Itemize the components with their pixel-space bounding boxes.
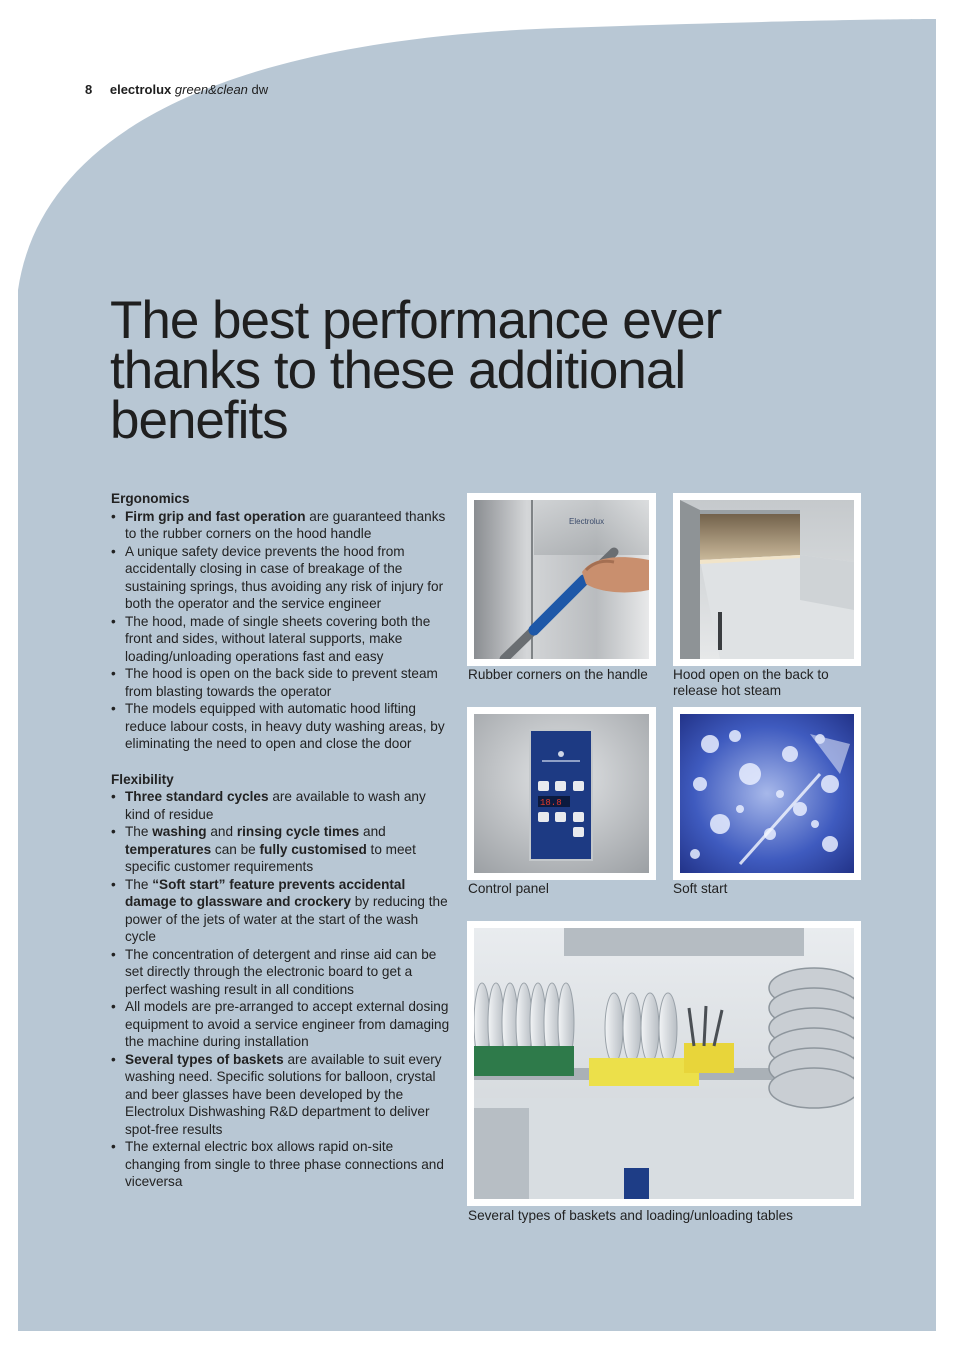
flexibility-list: [111, 788, 451, 1191]
control-panel-photo: [467, 707, 656, 880]
bullet-item: [111, 1138, 451, 1191]
bold-text: Three standard cycles: [125, 789, 269, 804]
soft-start-photo: [673, 707, 861, 880]
caption-line: Hood open on the back to: [673, 667, 829, 682]
bold-text: Firm grip and fast operation: [125, 508, 306, 524]
product-suffix: dw: [251, 82, 269, 97]
text-segment: The concentration of detergent and rinse aid can be set directly through the electronic board to get a perfect washing result in all conditions: [125, 946, 437, 997]
electrolux-logo-text: Electrolux: [569, 517, 605, 526]
ergonomics-list: [111, 508, 451, 753]
handle-photo: [467, 493, 656, 666]
text-segment: The external electric box allows rapid on-site changing from single to three phase connections and viceversa: [125, 1139, 444, 1189]
control-panel-caption: Control panel: [468, 881, 549, 896]
bullet-item: [111, 946, 451, 999]
page-number: 8: [85, 82, 93, 97]
text-segment: and: [359, 824, 386, 839]
caption-line: release hot steam: [673, 683, 782, 698]
bullet-item: [111, 665, 451, 700]
bullet-item: [111, 823, 451, 876]
hood-open-photo: [673, 493, 861, 666]
panel-display-readout: 18.8: [540, 798, 562, 808]
bold-text: “Soft start” feature prevents accidental damage to glassware and crockery: [125, 876, 406, 909]
flexibility-heading: Flexibility: [111, 771, 174, 787]
bullet-item: [111, 700, 451, 753]
text-segment: The hood, made of single sheets covering both the front and sides, without lateral supports, make loading/unloading operations fast and easy: [125, 613, 431, 664]
text-segment: can be: [211, 841, 260, 857]
brand-name: electrolux: [109, 82, 172, 97]
hood-photo-caption: [673, 667, 829, 699]
bold-text: rinsing cycle times: [236, 824, 360, 839]
bold-text: fully customised: [259, 841, 367, 857]
bullet-item: [111, 543, 451, 613]
bullet-item: [111, 788, 451, 823]
text-segment: A unique safety device prevents the hood from accidentally closing in case of breakage of the sustaining springs, thus avoiding any risk of injury for both the operator and the service engineer: [125, 543, 444, 611]
bold-text: Several types of baskets: [125, 1051, 284, 1067]
bullet-item: [111, 1051, 451, 1139]
text-segment: are guaranteed thanks to the rubber corners on the hood handle: [125, 508, 446, 541]
benefits-text-column: [111, 490, 451, 1191]
ergonomics-heading: Ergonomics: [111, 491, 190, 506]
page-header: [85, 82, 268, 97]
text-segment: by reducing the power of the jets of water at the start of the wash cycle: [125, 894, 448, 944]
title-line: The best performance ever: [110, 291, 722, 350]
soft-start-caption: Soft start: [673, 881, 728, 896]
title-line: benefits: [110, 391, 288, 450]
text-segment: The hood is open on the back side to prevent steam from blasting towards the operator: [125, 666, 438, 699]
page-title: [110, 291, 810, 450]
text-segment: All models are pre-arranged to accept external dosing equipment to avoid a service engineer from damaging the machine during installation: [125, 999, 450, 1049]
text-segment: to meet specific customer requirements: [125, 841, 416, 874]
bullet-item: [111, 613, 451, 666]
text-segment: The models equipped with automatic hood lifting reduce labour costs, in heavy duty washing areas, by eliminating the need to open and close the door: [125, 701, 445, 751]
bold-text: temperatures: [125, 841, 212, 857]
text-segment: The: [125, 876, 153, 892]
handle-photo-caption: Rubber corners on the handle: [468, 667, 648, 682]
text-segment: The: [125, 824, 153, 839]
product-name: green&clean: [174, 82, 248, 97]
text-segment: are available to wash any kind of residue: [125, 789, 426, 822]
text-segment: are available to suit every washing need. Specific solutions for balloon, crystal and beer glasses have been developed by the Electrolux Dishwashing R&D department to deliver spot-free results: [125, 1051, 442, 1137]
bullet-item: [111, 508, 451, 543]
bullet-item: [111, 876, 451, 946]
title-line: thanks to these additional: [110, 341, 686, 400]
bold-text: washing: [152, 824, 207, 839]
baskets-photo: [467, 921, 861, 1206]
bullet-item: [111, 998, 451, 1051]
text-segment: and: [206, 824, 237, 839]
baskets-caption: Several types of baskets and loading/unloading tables: [468, 1208, 793, 1223]
